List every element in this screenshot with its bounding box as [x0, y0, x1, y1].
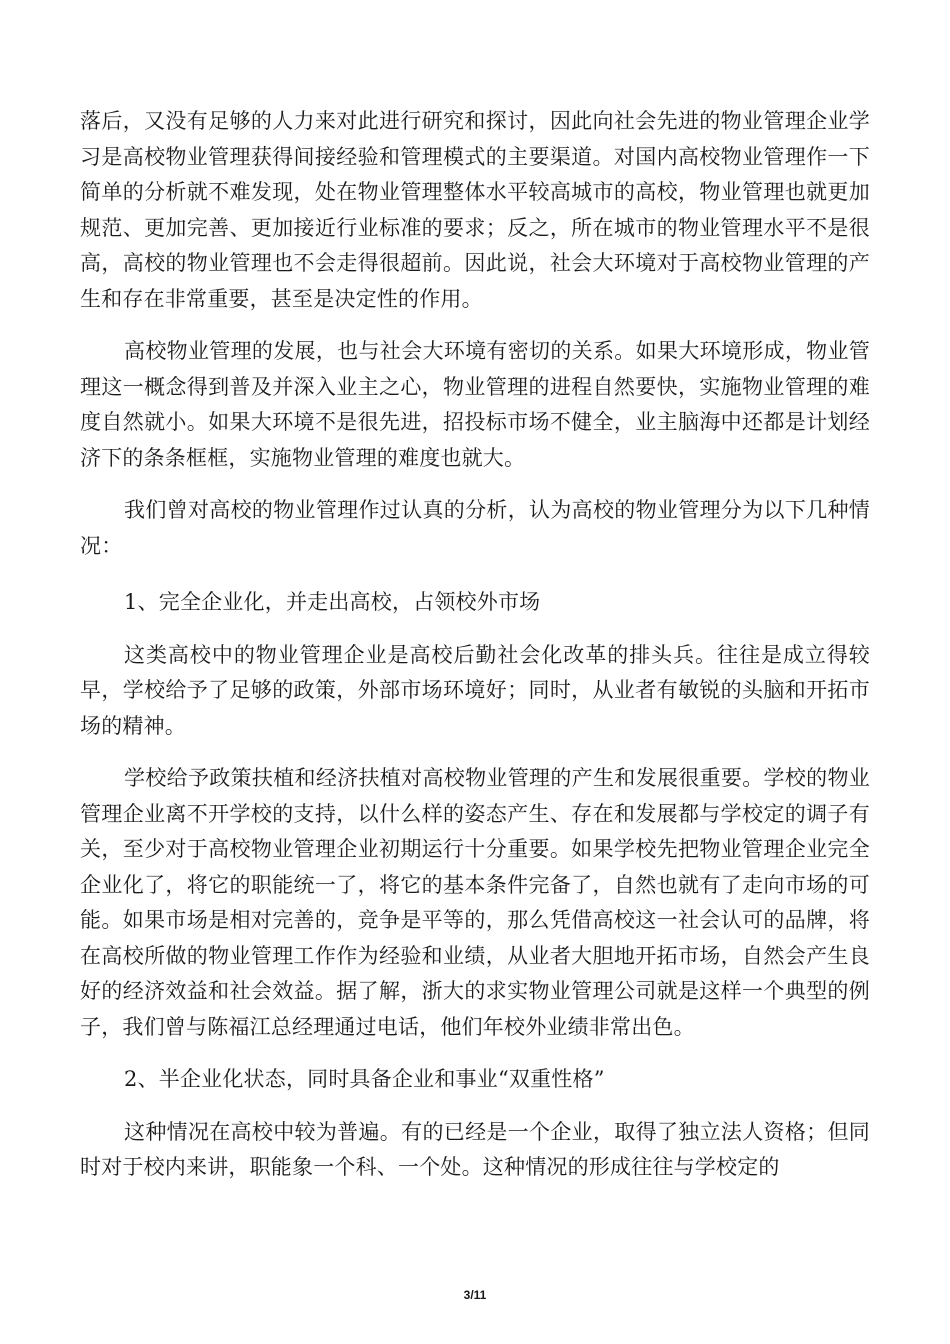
section-heading-1: 1、完全企业化，并走出高校，占领校外市场 [124, 590, 541, 614]
paragraph-5: 学校给予政策扶植和经济扶植对高校物业管理的产生和发展很重要。学校的物业管理企业离不开学校的支持，以什么样的姿态产生、存在和发展都与学校定的调子有关，至少对于高校物业管理企业初期运行十分重要。如果学校先把物业管理企业完全企业化了，将它的职能统一了，将它的基本条件完备了，自然也就有了走向市场的可能。如果市场是相对完善的，竞争是平等的，那么凭借高校这一社会认可的品牌，将在高校所做的物业管理工作作为经验和业绩，从业者大胆地开拓市场，自然会产生良好的经济效益和社会效益。据了解，浙大的求实物业管理公司就是这样一个典型的例子，我们曾与陈福江总经理通过电话，他们年校外业绩非常出色。 [80, 766, 870, 1039]
paragraph-1: 落后，又没有足够的人力来对此进行研究和探讨，因此向社会先进的物业管理企业学习是高校物业管理获得间接经验和管理模式的主要渠道。对国内高校物业管理作一下简单的分析就不难发现，处在物业管理整体水平较高城市的高校，物业管理也就更加规范、更加完善、更加接近行业标准的要求；反之，所在城市的物业管理水平不是很高，高校的物业管理也不会走得很超前。因此说，社会大环境对于高校物业管理的产生和存在非常重要，甚至是决定性的作用。 [80, 109, 870, 311]
paragraph-6: 这种情况在高校中较为普遍。有的已经是一个企业，取得了独立法人资格；但同时对于校内来讲，职能象一个科、一个处。这种情况的形成往往与学校定的 [80, 1119, 870, 1179]
paragraph-4: 这类高校中的物业管理企业是高校后勤社会化改革的排头兵。往往是成立得较早，学校给予了足够的政策，外部市场环境好；同时，从业者有敏锐的头脑和开拓市场的精神。 [80, 642, 870, 738]
paragraph-2: 高校物业管理的发展，也与社会大环境有密切的关系。如果大环境形成，物业管理这一概念得到普及并深入业主之心，物业管理的进程自然要快，实施物业管理的难度自然就小。如果大环境不是很先进，招投标市场不健全，业主脑海中还都是计划经济下的条条框框，实施物业管理的难度也就大。 [80, 339, 870, 470]
page-number: 3/11 [463, 1288, 487, 1302]
section-heading-2: 2、半企业化状态，同时具备企业和事业“双重性格” [124, 1067, 605, 1091]
paragraph-3: 我们曾对高校的物业管理作过认真的分析，认为高校的物业管理分为以下几种情况： [80, 498, 870, 558]
document-page [80, 104, 870, 1186]
